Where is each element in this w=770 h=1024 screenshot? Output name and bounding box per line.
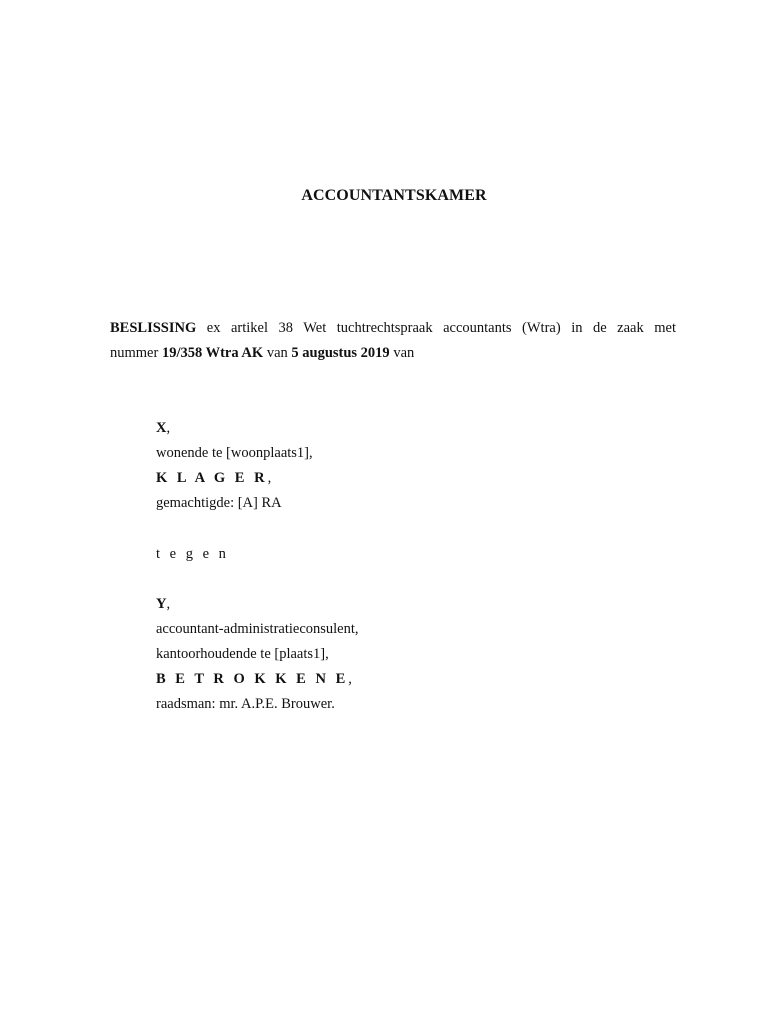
respondent-counsel: raadsman: mr. A.P.E. Brouwer. bbox=[156, 696, 335, 712]
complainant-representative: gemachtigde: [A] RA bbox=[156, 495, 282, 511]
complainant-role-suffix: , bbox=[267, 470, 272, 486]
complainant-role: K L A G E R bbox=[156, 470, 268, 486]
page-title: ACCOUNTANTSKAMER bbox=[301, 187, 487, 204]
respondent-name: Y bbox=[156, 596, 167, 612]
intro-text-4: van bbox=[389, 345, 415, 361]
against-label: t e g e n bbox=[156, 546, 229, 562]
complainant-residence: wonende te [woonplaats1], bbox=[156, 445, 313, 461]
intro-text-1: ex artikel 38 Wet tuchtrechtspraak accountants (Wtra) in de zaak met bbox=[196, 320, 676, 336]
respondent-office: kantoorhoudende te [plaats1], bbox=[156, 646, 329, 662]
complainant-block bbox=[156, 416, 313, 516]
respondent-name-line bbox=[156, 592, 359, 617]
respondent-block bbox=[156, 592, 359, 717]
respondent-name-suffix: , bbox=[166, 596, 171, 612]
case-number: 19/358 Wtra AK bbox=[161, 345, 264, 361]
intro-text-2: nummer bbox=[110, 345, 162, 361]
complainant-name-suffix: , bbox=[166, 420, 171, 436]
intro-line-2 bbox=[110, 341, 676, 366]
respondent-role-line bbox=[156, 667, 359, 692]
complainant-name: X bbox=[156, 420, 167, 436]
respondent-role: B E T R O K K E N E bbox=[156, 671, 349, 687]
decision-date: 5 augustus 2019 bbox=[291, 345, 390, 361]
intro-line-1 bbox=[110, 316, 676, 341]
decision-intro bbox=[110, 316, 676, 366]
respondent-profession: accountant-administratieconsulent, bbox=[156, 621, 359, 637]
complainant-role-line bbox=[156, 466, 313, 491]
intro-text-3: van bbox=[263, 345, 292, 361]
decision-word: BESLISSING bbox=[110, 320, 197, 336]
respondent-role-suffix: , bbox=[348, 671, 352, 687]
complainant-name-line bbox=[156, 416, 313, 441]
